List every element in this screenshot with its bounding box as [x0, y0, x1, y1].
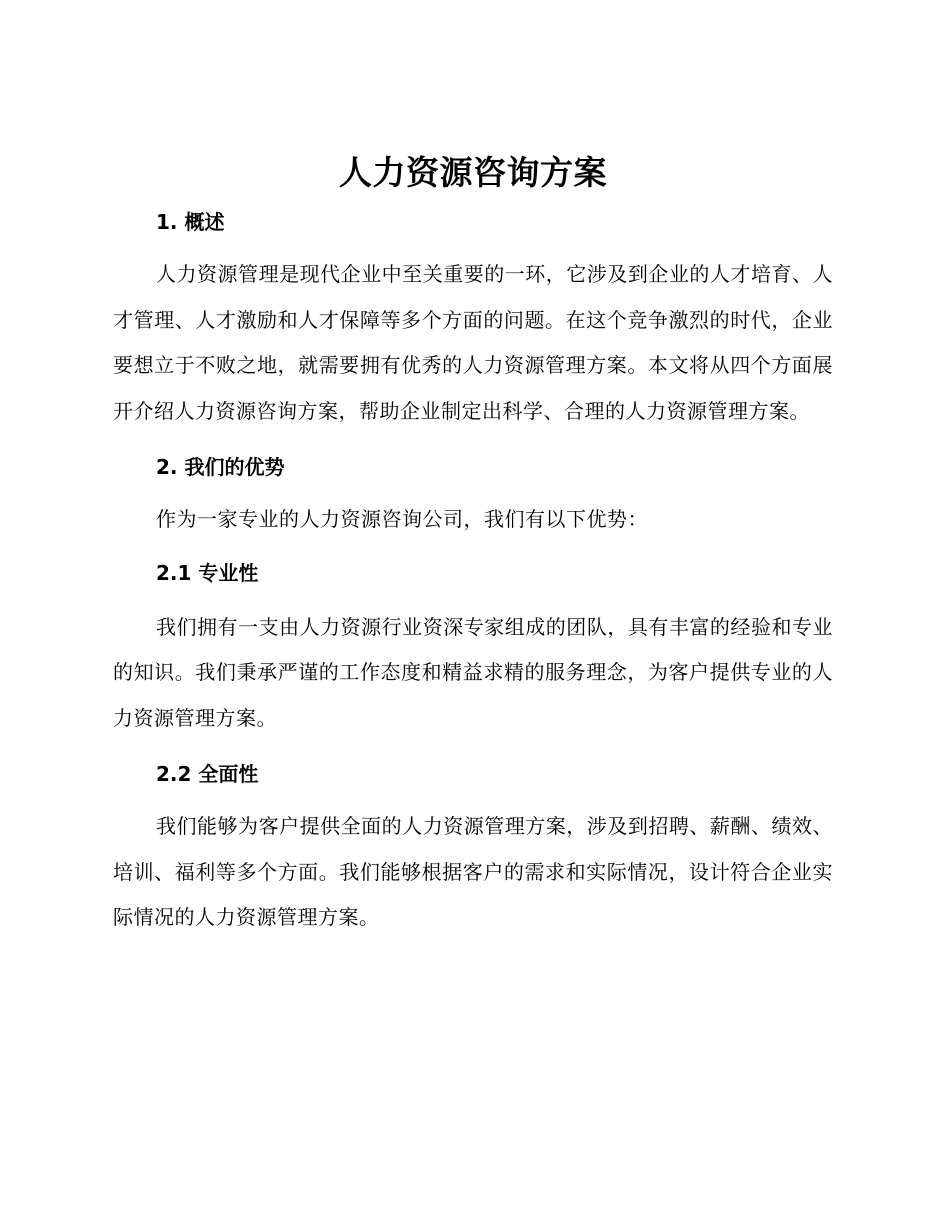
section-paragraph-professionalism: 我们拥有一支由人力资源行业资深专家组成的团队，具有丰富的经验和专业的知识。我们秉承严谨的工作态度和精益求精的服务理念，为客户提供专业的人力资源管理方案。 [113, 614, 833, 730]
section-heading-comprehensiveness: 2.2 全面性 [156, 762, 259, 786]
document-body [113, 150, 833, 941]
section-paragraph-overview: 人力资源管理是现代企业中至关重要的一环，它涉及到企业的人才培育、人才管理、人才激励和人才保障等多个方面的问题。在这个竞争激烈的时代，企业要想立于不败之地，就需要拥有优秀的人力资源管理方案。本文将从四个方面展开介绍人力资源咨询方案，帮助企业制定出科学、合理的人力资源管理方案。 [113, 262, 833, 423]
section-heading-overview: 1. 概述 [156, 210, 225, 234]
section-heading-professionalism: 2.1 专业性 [156, 560, 259, 585]
section-paragraph-advantages: 作为一家专业的人力资源咨询公司，我们有以下优势： [156, 507, 648, 531]
section-heading-advantages: 2. 我们的优势 [156, 455, 285, 479]
section-paragraph-comprehensiveness: 我们能够为客户提供全面的人力资源管理方案，涉及到招聘、薪酬、绩效、培训、福利等多个方面。我们能够根据客户的需求和实际情况，设计符合企业实际情况的人力资源管理方案。 [113, 814, 833, 929]
document-title: 人力资源咨询方案 [339, 153, 607, 192]
